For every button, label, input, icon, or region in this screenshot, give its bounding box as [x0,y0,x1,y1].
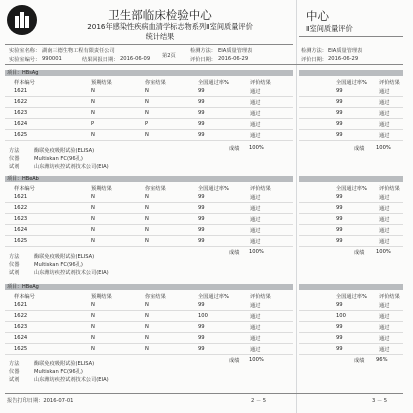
evaluation: 通过 [379,325,390,331]
reagent-label: 试剂 [9,377,20,383]
method-value: 酶联免疫吸附试验(ELISA) [34,254,95,260]
expected-result: N [91,335,95,341]
evaluation: 通过 [379,314,390,320]
pass-rate: 99 [336,346,343,352]
pass-rate: 99 [198,346,205,352]
pass-rate: 100 [198,313,208,319]
sample-code: 1624 [14,335,28,341]
table-row [5,203,293,214]
evaluation: 通过 [379,111,390,117]
evaluation: 通过 [250,314,261,320]
page-number-right: 3 － 5 [372,398,388,404]
right-method-label: 检测方法： [301,48,327,54]
lab-result: N [145,110,149,116]
score-label: 成绩 [229,146,240,152]
right-table-row [299,97,403,108]
section-band-hbeag: 项目：HBeAg [5,284,293,290]
score-value: 100% [249,145,264,151]
sample-code: 1622 [14,205,28,211]
expected-result: P [91,121,95,127]
pass-rate: 99 [198,216,205,222]
return-date-label: 结果回报日期： [82,57,119,63]
right-table-row [299,344,403,355]
report-subtitle: 2016年感染性疾病血清学标志物系列Ⅱ室间质量评价 [87,22,253,31]
pass-rate: 99 [336,194,343,200]
table-row [5,86,293,97]
right-header-pass-rate: 全国通过率% [336,186,367,192]
table-row [5,300,293,311]
right-section-band-hbeag [299,284,403,290]
lab-result: N [145,335,149,341]
section-band-hbeab: 项目：HBeAb [5,176,293,182]
lab-result: N [145,313,149,319]
right-score-label: 成绩 [354,146,365,152]
pass-rate: 99 [198,227,205,233]
table-header [5,183,293,191]
header-rule [5,44,293,45]
header-code: 样本编号 [14,186,35,192]
expected-result: N [91,313,95,319]
page-number-left: 2 － 5 [251,398,267,404]
right-score-value: 100% [376,145,391,151]
method-label: 方法 [9,148,20,154]
header-result: 你室结果 [145,294,166,300]
expected-result: N [91,110,95,116]
lab-name: 湖南三德生物工程有限责任公司 [42,48,115,54]
right-method-value: EIA质量管理表 [328,48,363,54]
pass-rate: 99 [198,324,205,330]
table-row [5,192,293,203]
header-result: 你室结果 [145,186,166,192]
header-pass-rate: 全国通过率% [198,186,229,192]
score-value: 100% [249,357,264,363]
sample-code: 1622 [14,99,28,105]
evaluation: 通过 [250,100,261,106]
pass-rate: 99 [198,238,205,244]
evaluation: 通过 [250,228,261,234]
right-table-row [299,214,403,225]
evaluation: 通过 [379,347,390,353]
method-label: 检测方法： [190,48,216,54]
header-evaluation: 评价结果 [250,186,271,192]
score-label: 成绩 [229,250,240,256]
instrument-label: 仪器 [9,262,20,268]
header-code: 样本编号 [14,80,35,86]
right-score-label: 成绩 [354,250,365,256]
right-table-row [299,300,403,311]
method-value: 酶联免疫吸附试验(ELISA) [34,148,95,154]
expected-result: N [91,346,95,352]
header-expected: 预期结果 [91,294,112,300]
pass-rate: 99 [336,205,343,211]
institution-logo [7,5,37,35]
table-row [5,214,293,225]
lab-result: N [145,194,149,200]
lab-result: P [145,121,149,127]
pass-rate: 99 [198,132,205,138]
evaluation: 通过 [379,89,390,95]
right-score-value: 100% [376,249,391,255]
pass-rate: 99 [198,205,205,211]
expected-result: N [91,194,95,200]
table-row [5,97,293,108]
evaluation: 通过 [250,206,261,212]
right-table-row [299,203,403,214]
table-row [5,130,293,141]
right-table-row [299,130,403,141]
pass-rate: 99 [198,194,205,200]
right-header-evaluation: 评价结果 [379,294,400,300]
right-page-title: 中心 [306,9,329,23]
table-row [5,333,293,344]
header-evaluation: 评价结果 [250,80,271,86]
lab-result: N [145,205,149,211]
eval-date: 2016-06-29 [218,56,249,62]
info-rule [5,64,403,65]
method-label: 方法 [9,254,20,260]
sample-code: 1625 [14,346,28,352]
instrument-label: 仪器 [9,369,20,375]
pass-rate: 99 [198,302,205,308]
pass-rate: 99 [198,99,205,105]
header-pass-rate: 全国通过率% [198,294,229,300]
right-table-row [299,225,403,236]
evaluation: 通过 [379,228,390,234]
footer-rule [5,393,403,394]
reagent-value: 山东潍坊疾控试剂技术公司(EIA) [34,164,109,170]
table-row [5,108,293,119]
table-row [5,119,293,130]
pass-rate: 99 [336,302,343,308]
right-page-subtitle: Ⅱ室间质量评价 [306,24,353,33]
evaluation: 通过 [250,217,261,223]
instrument-value: Multiskan FC(96孔) [34,156,83,162]
pass-rate: 99 [336,99,343,105]
sample-code: 1625 [14,238,28,244]
table-row [5,225,293,236]
right-header-evaluation: 评价结果 [379,186,400,192]
evaluation: 通过 [250,303,261,309]
header-result: 你室结果 [145,80,166,86]
table-row [5,236,293,247]
evaluation: 通过 [250,347,261,353]
header-code: 样本编号 [14,294,35,300]
expected-result: N [91,216,95,222]
expected-result: N [91,205,95,211]
evaluation: 通过 [250,133,261,139]
pass-rate: 99 [336,216,343,222]
right-table-row [299,236,403,247]
return-date: 2016-06-09 [120,56,151,62]
expected-result: N [91,132,95,138]
right-header-rule [299,36,403,37]
expected-result: N [91,324,95,330]
pass-rate: 99 [336,88,343,94]
lab-result: N [145,238,149,244]
pass-rate: 99 [336,335,343,341]
header-expected: 预期结果 [91,186,112,192]
lab-result: N [145,227,149,233]
right-table-header [299,183,403,191]
header-expected: 预期结果 [91,80,112,86]
lab-result: N [145,346,149,352]
lab-result: N [145,216,149,222]
right-header-pass-rate: 全国通过率% [336,294,367,300]
sample-code: 1621 [14,302,28,308]
sample-code: 1621 [14,88,28,94]
lab-result: N [145,324,149,330]
report-type: 统计结果 [145,32,175,41]
right-eval-date-label: 评价日期： [301,57,327,63]
method-value: 酶联免疫吸附试验(ELISA) [34,361,95,367]
evaluation: 通过 [250,89,261,95]
pass-rate: 99 [336,121,343,127]
evaluation: 通过 [379,195,390,201]
right-header-pass-rate: 全国通过率% [336,80,367,86]
table-row [5,344,293,355]
right-table-row [299,322,403,333]
report-title: 卫生部临床检验中心 [108,8,212,22]
lab-code-label: 实验室编号： [9,57,41,63]
sample-code: 1623 [14,110,28,116]
sample-code: 1624 [14,121,28,127]
evaluation: 通过 [250,122,261,128]
expected-result: N [91,238,95,244]
evaluation: 通过 [379,217,390,223]
right-score-label: 成绩 [354,358,365,364]
right-table-header [299,291,403,299]
pass-rate: 99 [336,110,343,116]
instrument-label: 仪器 [9,156,20,162]
lab-result: N [145,99,149,105]
pass-rate: 100 [336,313,346,319]
header-evaluation: 评价结果 [250,294,271,300]
reagent-value: 山东潍坊疾控试剂技术公司(EIA) [34,270,109,276]
page-fold [296,0,297,413]
right-section-band-hbeab [299,176,403,182]
reagent-value: 山东潍坊疾控试剂技术公司(EIA) [34,377,109,383]
table-row [5,311,293,322]
evaluation: 通过 [379,122,390,128]
right-score-value: 96% [376,357,388,363]
evaluation: 通过 [250,325,261,331]
right-table-row [299,311,403,322]
evaluation: 通过 [379,133,390,139]
sample-code: 1623 [14,324,28,330]
lab-result: N [145,302,149,308]
right-table-row [299,86,403,97]
right-table-row [299,192,403,203]
eval-date-label: 评价日期： [190,57,216,63]
print-date: 报告打印日期：2016-07-01 [7,398,74,404]
evaluation: 通过 [379,336,390,342]
expected-result: N [91,99,95,105]
pass-rate: 99 [336,132,343,138]
lab-name-label: 实验室名称： [9,48,41,54]
reagent-label: 试剂 [9,164,20,170]
right-table-header [299,77,403,85]
section-band-hbsag: 项目：HBsAg [5,70,293,76]
page-number: 第2页 [162,53,176,59]
evaluation: 通过 [250,336,261,342]
pass-rate: 99 [336,238,343,244]
sample-code: 1624 [14,227,28,233]
right-table-row [299,119,403,130]
sample-code: 1621 [14,194,28,200]
table-header [5,77,293,85]
evaluation: 通过 [379,239,390,245]
pass-rate: 99 [198,121,205,127]
evaluation: 通过 [250,111,261,117]
right-eval-date: 2016-06-29 [328,56,359,62]
table-header [5,291,293,299]
evaluation: 通过 [379,206,390,212]
score-label: 成绩 [229,358,240,364]
method-label: 方法 [9,361,20,367]
evaluation: 通过 [379,303,390,309]
sample-code: 1622 [14,313,28,319]
pass-rate: 99 [336,324,343,330]
lab-result: N [145,88,149,94]
sample-code: 1623 [14,216,28,222]
right-header-evaluation: 评价结果 [379,80,400,86]
pass-rate: 99 [198,335,205,341]
right-section-band-hbsag [299,70,403,76]
pass-rate: 99 [198,88,205,94]
score-value: 100% [249,249,264,255]
expected-result: N [91,302,95,308]
right-table-row [299,333,403,344]
expected-result: N [91,88,95,94]
method-value: EIA质量管理表 [218,48,253,54]
lab-code: 990001 [42,56,62,62]
pass-rate: 99 [198,110,205,116]
evaluation: 通过 [379,100,390,106]
expected-result: N [91,227,95,233]
pass-rate: 99 [336,227,343,233]
instrument-value: Multiskan FC(96孔) [34,262,83,268]
evaluation: 通过 [250,195,261,201]
sample-code: 1625 [14,132,28,138]
table-row [5,322,293,333]
header-pass-rate: 全国通过率% [198,80,229,86]
right-table-row [299,108,403,119]
evaluation: 通过 [250,239,261,245]
instrument-value: Multiskan FC(96孔) [34,369,83,375]
lab-result: N [145,132,149,138]
reagent-label: 试剂 [9,270,20,276]
